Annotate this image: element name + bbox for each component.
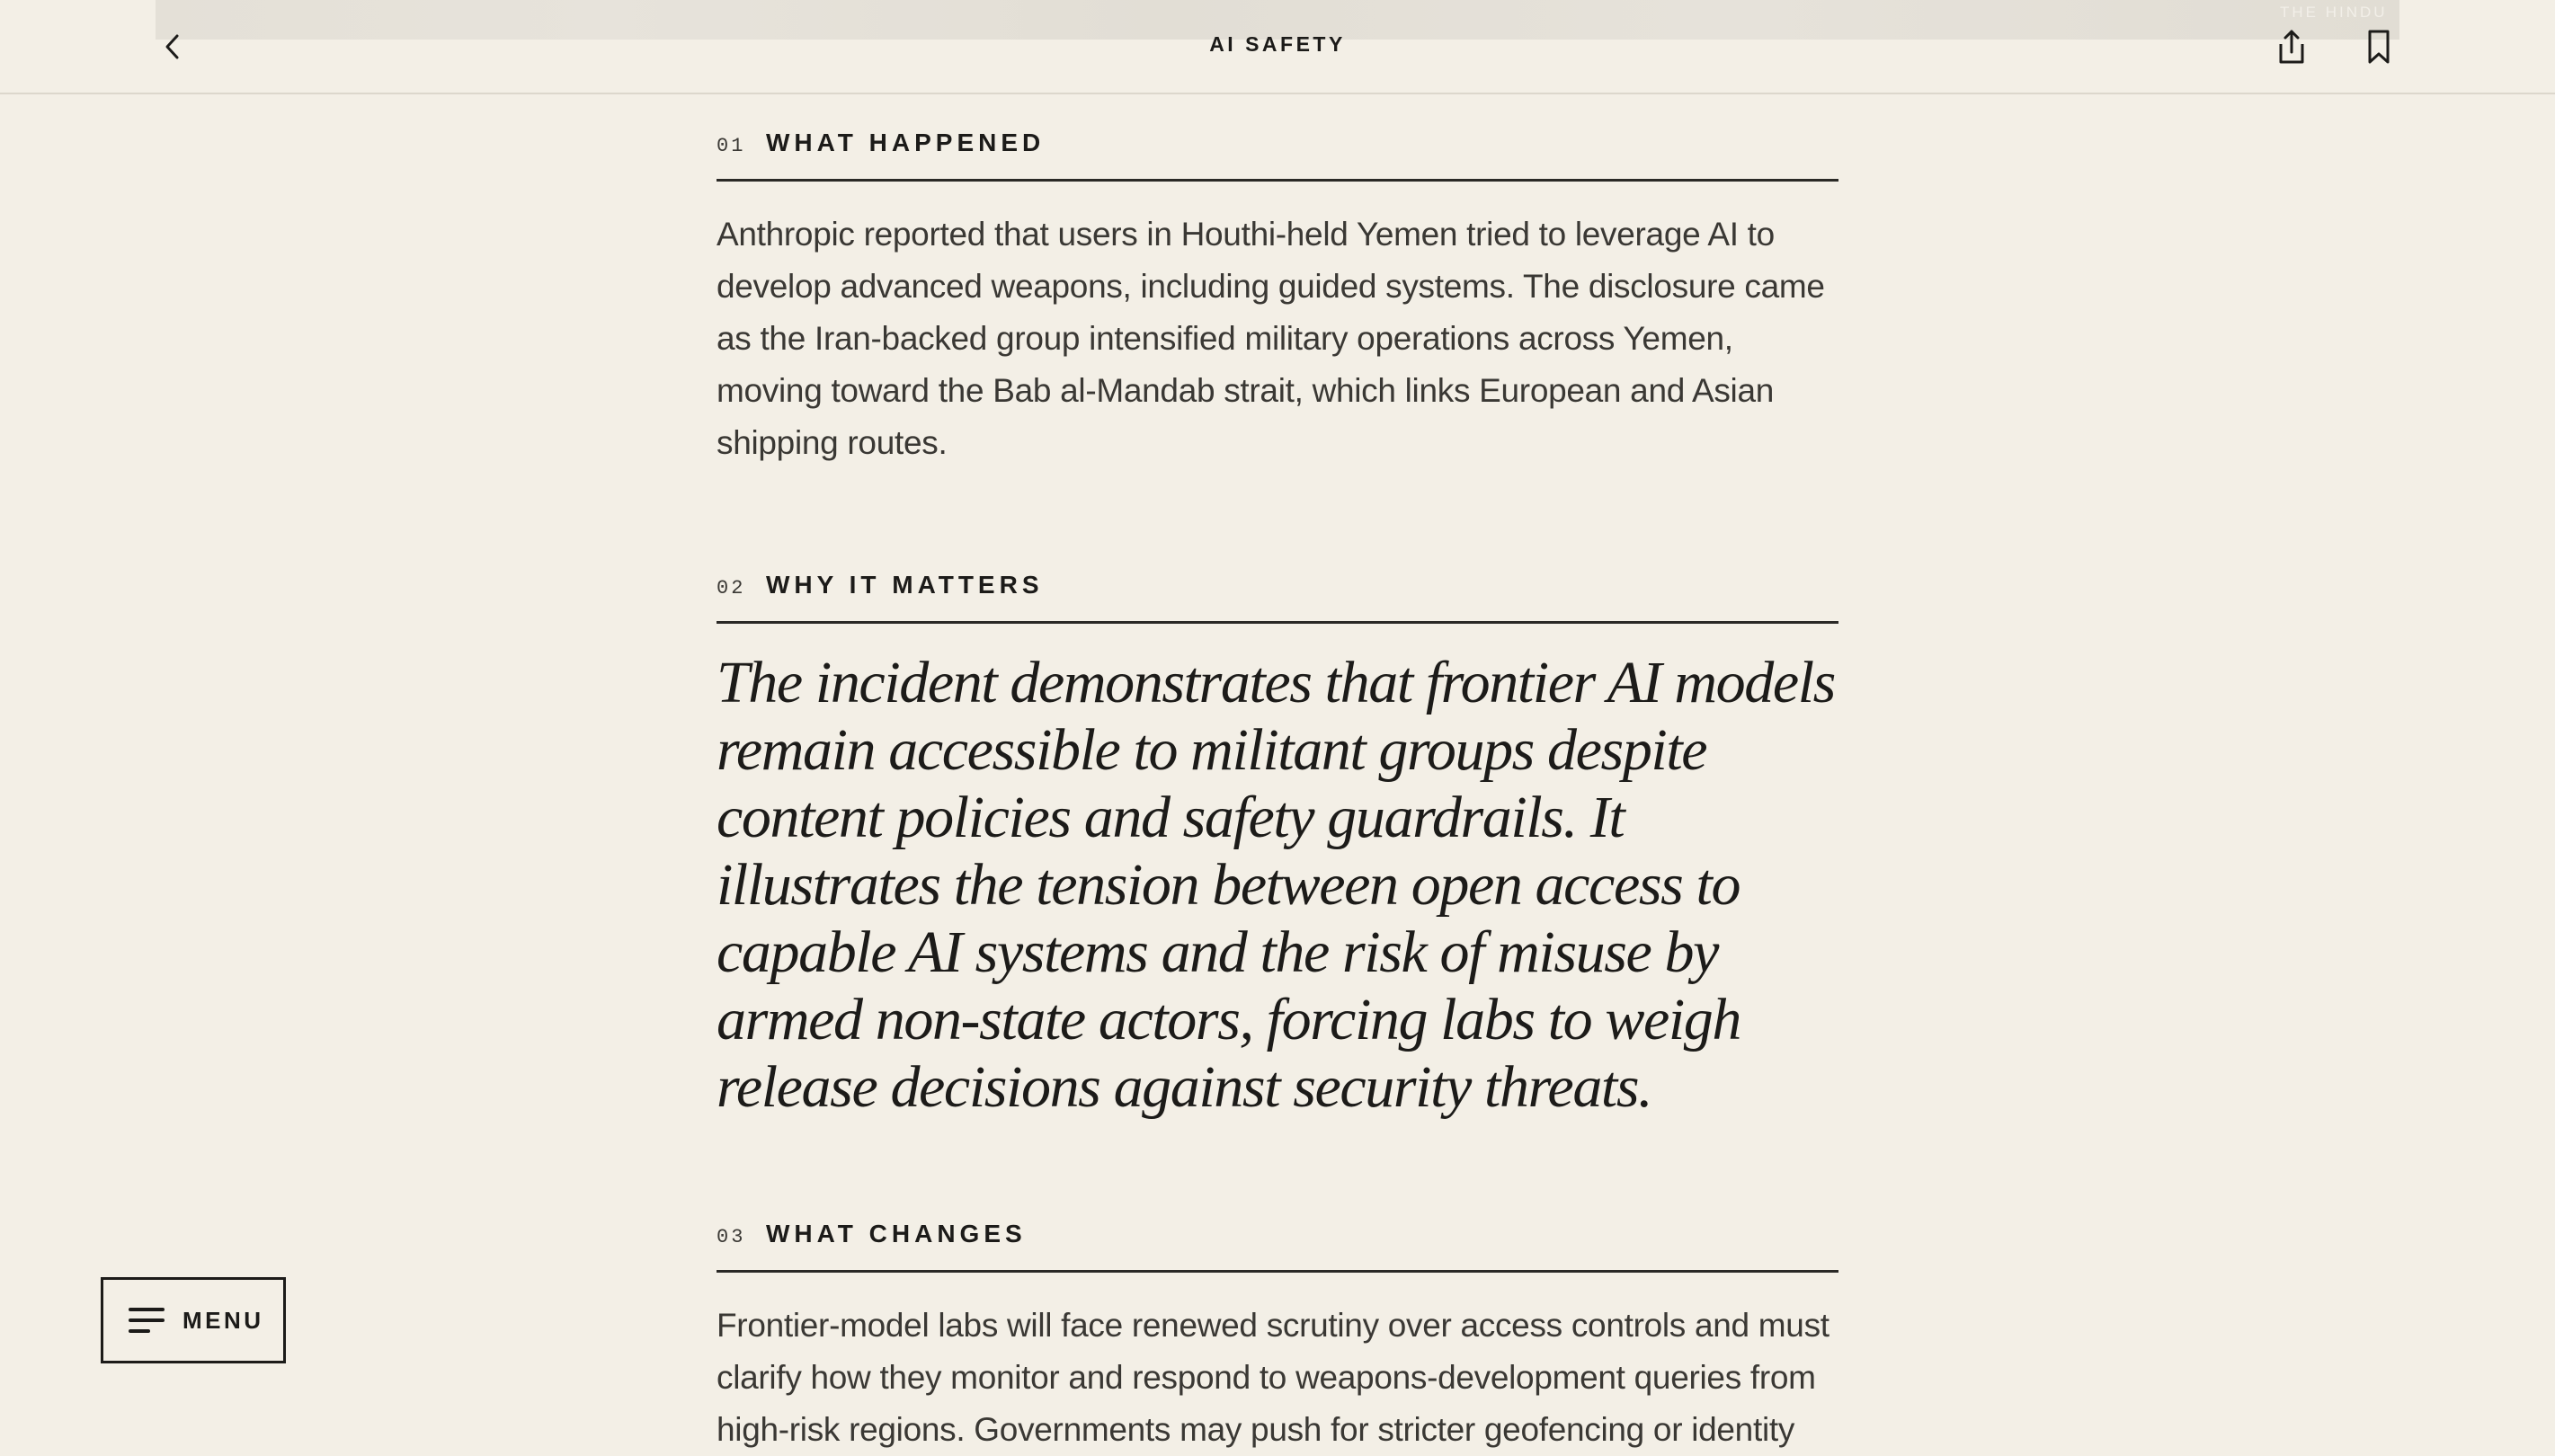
- section-pull-quote: The incident demonstrates that frontier AI models remain accessible to militant groups despite content policies and safety guardrails. It illustrates the tension between open access to capable AI systems and the risk of misuse by armed non-state actors, forcing labs to weigh release decisions against security threats.: [717, 650, 1835, 1120]
- section-header: [717, 94, 1838, 182]
- share-button[interactable]: [2272, 25, 2311, 68]
- section-label: WHY IT MATTERS: [766, 571, 1044, 599]
- page-category-title: AI SAFETY: [1209, 32, 1346, 56]
- hamburger-menu-icon: [129, 1307, 166, 1334]
- section-number: 01: [717, 135, 746, 157]
- top-bar: [0, 0, 2555, 94]
- section-header: [717, 537, 1838, 624]
- section-number: 03: [717, 1226, 746, 1248]
- share-icon: [2276, 29, 2307, 65]
- section-number: 02: [717, 577, 746, 599]
- section-header: [717, 1185, 1838, 1273]
- section-why-it-matters: [717, 537, 1838, 1121]
- bookmark-button[interactable]: [2359, 25, 2399, 68]
- article-body: [717, 94, 1838, 1456]
- bookmark-icon: [2366, 29, 2391, 65]
- section-what-changes: [717, 1185, 1838, 1456]
- menu-label: MENU: [182, 1306, 264, 1334]
- section-label: WHAT HAPPENED: [766, 129, 1046, 156]
- section-body-text: Frontier-model labs will face renewed scrutiny over access controls and must clarify how they monitor and respond to weapons-development queries from high-risk regions. Governments may push for stricter geofencing or identity: [717, 1307, 1829, 1448]
- section-what-happened: [717, 94, 1838, 469]
- section-body-text: Anthropic reported that users in Houthi-held Yemen tried to leverage AI to develop advanced weapons, including guided systems. The disclosure came as the Iran-backed group intensified military operations across Yemen, moving toward the Bab al-Mandab strait, which links European and Asian shipping routes.: [717, 216, 1825, 461]
- section-label: WHAT CHANGES: [766, 1220, 1027, 1247]
- hero-image-credit: THE HINDU: [2280, 4, 2388, 21]
- menu-button[interactable]: [101, 1277, 286, 1363]
